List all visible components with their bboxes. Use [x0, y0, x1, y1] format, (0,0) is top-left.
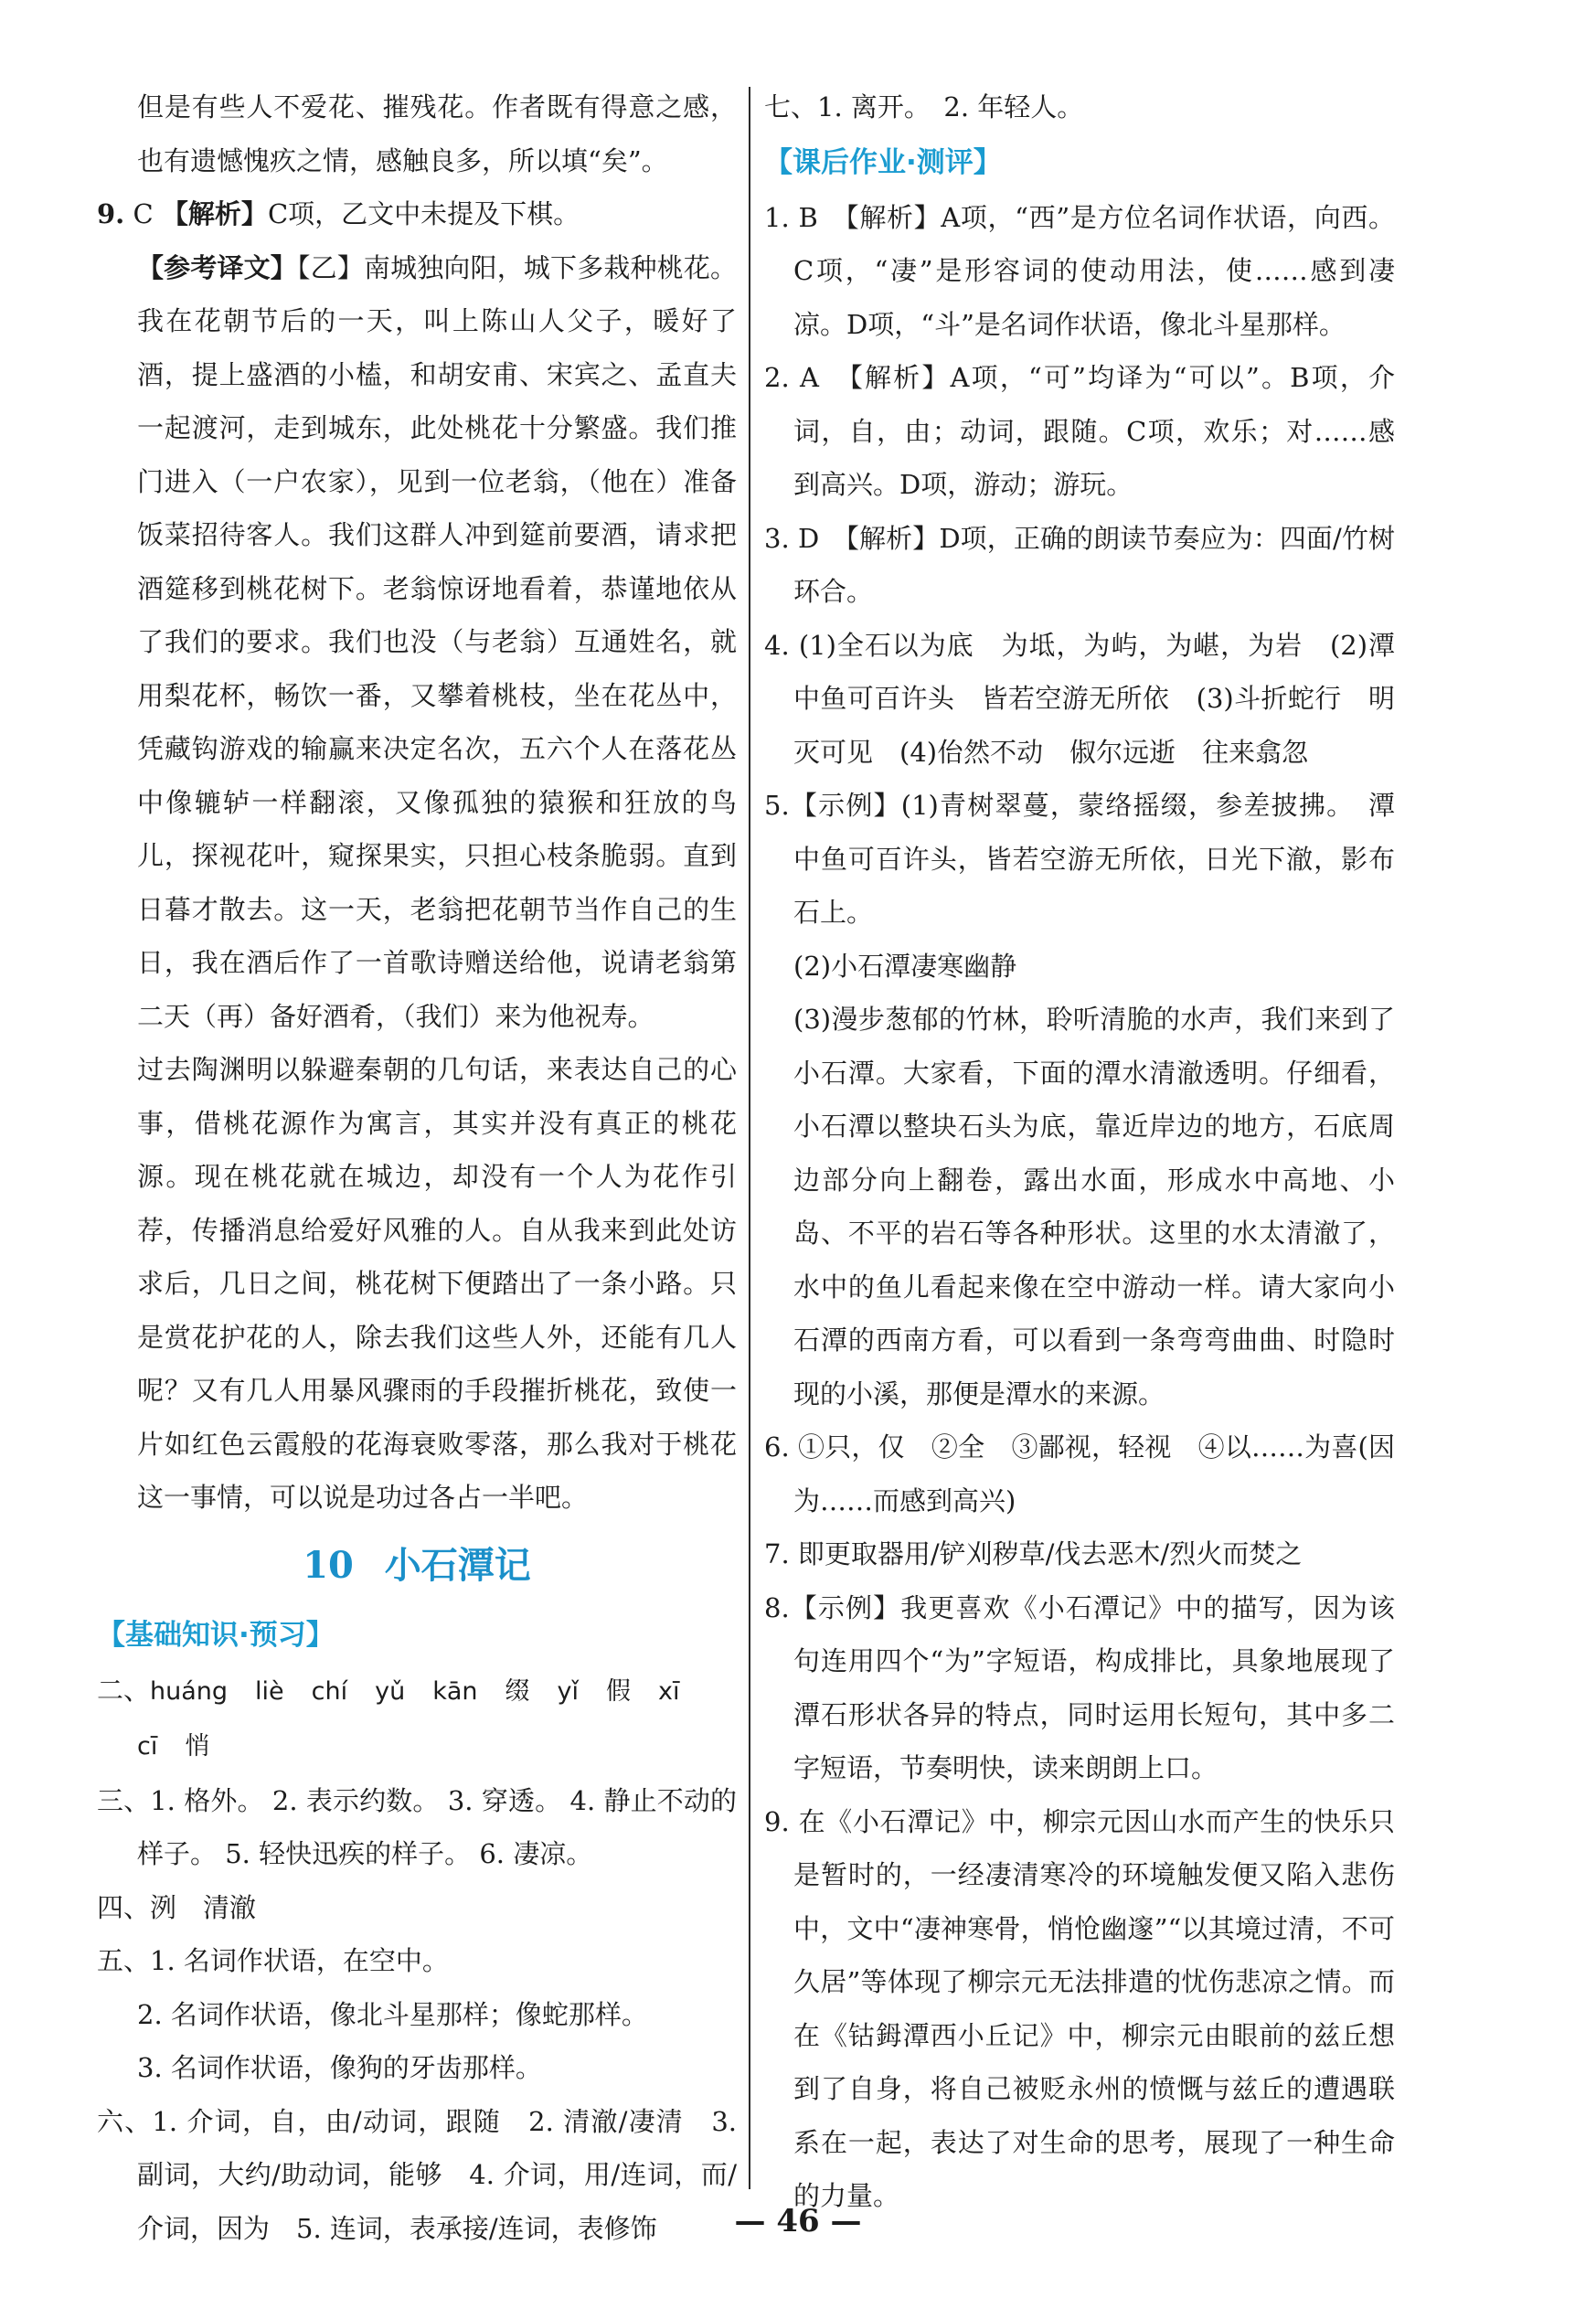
pinyin-item: 假	[606, 1676, 632, 1706]
column-divider	[749, 87, 750, 2189]
answer-section-7: 七、1. 离开。 2. 年轻人。	[764, 91, 1084, 122]
homework-q5-part1: 5.【示例】(1)青树翠蔓，蒙络摇缀，参差披拂。 潭中鱼可百许头，皆若空游无所依，日光下澈，影布石上。	[764, 790, 1395, 928]
lesson-name: 小石潭记	[384, 1543, 531, 1587]
answer-section-3: 三、1. 格外。 2. 表示约数。 3. 穿透。 4. 静止不动的样子。 5. 轻快迅疾的样子。 6. 凄凉。	[97, 1784, 737, 1869]
pinyin-item: 悄	[185, 1732, 210, 1761]
answer-q8-continued: 但是有些人不爱花、摧残花。作者既有得意之感，也有遗憾愧疚之情，感触良多，所以填“矣”。	[137, 91, 737, 176]
pinyin-item: yǐ	[557, 1676, 580, 1706]
q9-explanation: C项，乙文中未提及下棋。	[267, 198, 580, 229]
page-number: — 46 —	[734, 2203, 862, 2239]
reference-translation-tag: 【参考译文】	[137, 251, 297, 283]
pinyin-item: yǔ	[375, 1676, 406, 1706]
homework-q9: 9. 在《小石潭记》中，柳宗元因山水而产生的快乐只是暂时的，一经凄清寒冷的环境触发便又陷入悲伤中，文中“凄神寒骨，悄怆幽邃”“以其境过清，不可久居”等体现了柳宗元无法排遣的忧伤悲凉之情。而在《钴鉧潭西小丘记》中，柳宗元由眼前的兹丘想到了自身，将自己被贬永州的愤慨与兹丘的遭遇联系在一起，表达了对生命的思考，展现了一种生命的力量。	[764, 1805, 1395, 2211]
homework-q3: 3. D 【解析】D项，正确的朗读节奏应为：四面/竹树环合。	[764, 522, 1395, 607]
homework-q5-part3: (3)漫步葱郁的竹林，聆听清脆的水声，我们来到了小石潭。大家看，下面的潭水清澈透明。仔细看，小石潭以整块石头为底，靠近岸边的地方，石底周边部分向上翻卷，露出水面，形成水中高地、小岛、不平的岩石等各种形状。这里的水太清澈了，水中的鱼儿看起来像在空中游动一样。请大家向小石潭的西南方看，可以看到一条弯弯曲曲、时隐时现的小溪，那便是潭水的来源。	[793, 1004, 1395, 1409]
pinyin-row-1	[97, 1664, 737, 1719]
q9-answer: C	[133, 198, 154, 229]
pinyin-label: 二、	[97, 1674, 151, 1706]
translation-text-1: 【乙】南城独向阳，城下多栽种桃花。我在花朝节后的一天，叫上陈山人父子，暖好了酒，提上盛酒的小榼，和胡安甫、宋宾之、孟直夫一起渡河，走到城东，此处桃花十分繁盛。我们推门进入（一户农家），见到一位老翁，（他在）准备饭菜招待客人。我们这群人冲到筵前要酒，请求把酒筵移到桃花树下。老翁惊讶地看着，恭谨地依从了我们的要求。我们也没（与老翁）互通姓名，就用梨花杯，畅饮一番，又攀着桃枝，坐在花丛中，凭藏钩游戏的输赢来决定名次，五六个人在落花丛中像辘轳一样翻滚，又像孤独的猿猴和狂放的鸟儿，探视花叶，窥探果实，只担心枝条脆弱。直到日暮才散去。这一天，老翁把花朝节当作自己的生日，我在酒后作了一首歌诗赠送给他，说请老翁第二天（再）备好酒肴，（我们）来为他祝寿。	[137, 251, 737, 1032]
lesson-number: 10	[303, 1543, 354, 1587]
translation-paragraph-2: 过去陶渊明以躲避秦朝的几句话，来表达自己的心事，借桃花源作为寓言，其实并没有真正的桃花源。现在桃花就在城边，却没有一个人为花作引荐，传播消息给爱好风雅的人。自从我来到此处访求后，几日之间，桃花树下便踏出了一条小路。只是赏花护花的人，除去我们这些人外，还能有几人呢？又有几人用暴风骤雨的手段摧折桃花，致使一片如红色云霞般的花海衰败零落，那么我对于桃花这一事情，可以说是功过各占一半吧。	[137, 1054, 737, 1513]
pinyin-row-2	[97, 1718, 737, 1774]
homework-q6: 6. ①只，仅 ②全 ③鄙视，轻视 ④以……为喜(因为……而感到高兴)	[764, 1431, 1395, 1516]
answer-q9	[97, 187, 737, 241]
pinyin-item: chí	[311, 1676, 348, 1706]
homework-q2: 2. A 【解析】A项，“可”均译为“可以”。B项，介词，自，由；动词，跟随。C项，欢乐；对……感到高兴。D项，游动；游玩。	[764, 362, 1395, 500]
pinyin-item: kān	[432, 1676, 478, 1706]
left-column	[97, 80, 737, 2255]
translation-paragraph-1	[97, 241, 737, 1044]
homework-q1: 1. B 【解析】A项，“西”是方位名词作状语，向西。C项，“凄”是形容词的使动用法，使……感到凄凉。D项，“斗”是名词作状语，像北斗星那样。	[764, 201, 1395, 340]
homework-q8: 8.【示例】我更喜欢《小石潭记》中的描写，因为该句连用四个“为”字短语，构成排比，具象地展现了潭石形状各异的特点，同时运用长短句，其中多二字短语，节奏明快，读来朗朗上口。	[764, 1591, 1395, 1783]
right-column	[764, 80, 1395, 2223]
lesson-title	[97, 1525, 737, 1607]
pinyin-item: xī	[658, 1676, 680, 1706]
answer-section-5-2: 2. 名词作状语，像北斗星那样；像蛇那样。	[137, 1998, 648, 2030]
homework-q5-part2: (2)小石潭凄寒幽静	[793, 950, 1017, 982]
answer-section-5-3: 3. 名词作状语，像狗的牙齿那样。	[137, 2052, 542, 2083]
pinyin-item: liè	[255, 1676, 284, 1706]
pinyin-item: 缀	[505, 1676, 530, 1706]
jiexi-tag: 【解析】	[161, 198, 268, 229]
q9-number: 9.	[97, 198, 125, 229]
section-homework-assessment: 【课后作业·测评】	[764, 145, 1002, 179]
answer-section-5-1: 五、1. 名词作状语，在空中。	[97, 1945, 449, 1976]
homework-q4: 4. (1)全石以为底 为坻，为屿，为嵁，为岩 (2)潭中鱼可百许头 皆若空游无所依 (3)斗折蛇行 明灭可见 (4)佁然不动 俶尔远逝 往来翕忽	[764, 629, 1395, 768]
pinyin-item: huáng	[150, 1676, 229, 1706]
section-basic-knowledge: 【基础知识·预习】	[97, 1618, 335, 1652]
answer-section-6: 六、1. 介词，自，由/动词，跟随 2. 清澈/凄清 3. 副词，大约/助动词，能够 4. 介词，用/连词，而/介词，因为 5. 连词，表承接/连词，表修饰	[97, 2105, 737, 2244]
homework-q7: 7. 即更取器用/铲刈秽草/伐去恶木/烈火而焚之	[764, 1538, 1303, 1569]
answer-section-4: 四、洌 清澈	[97, 1891, 257, 1923]
pinyin-item: cī	[137, 1732, 158, 1761]
